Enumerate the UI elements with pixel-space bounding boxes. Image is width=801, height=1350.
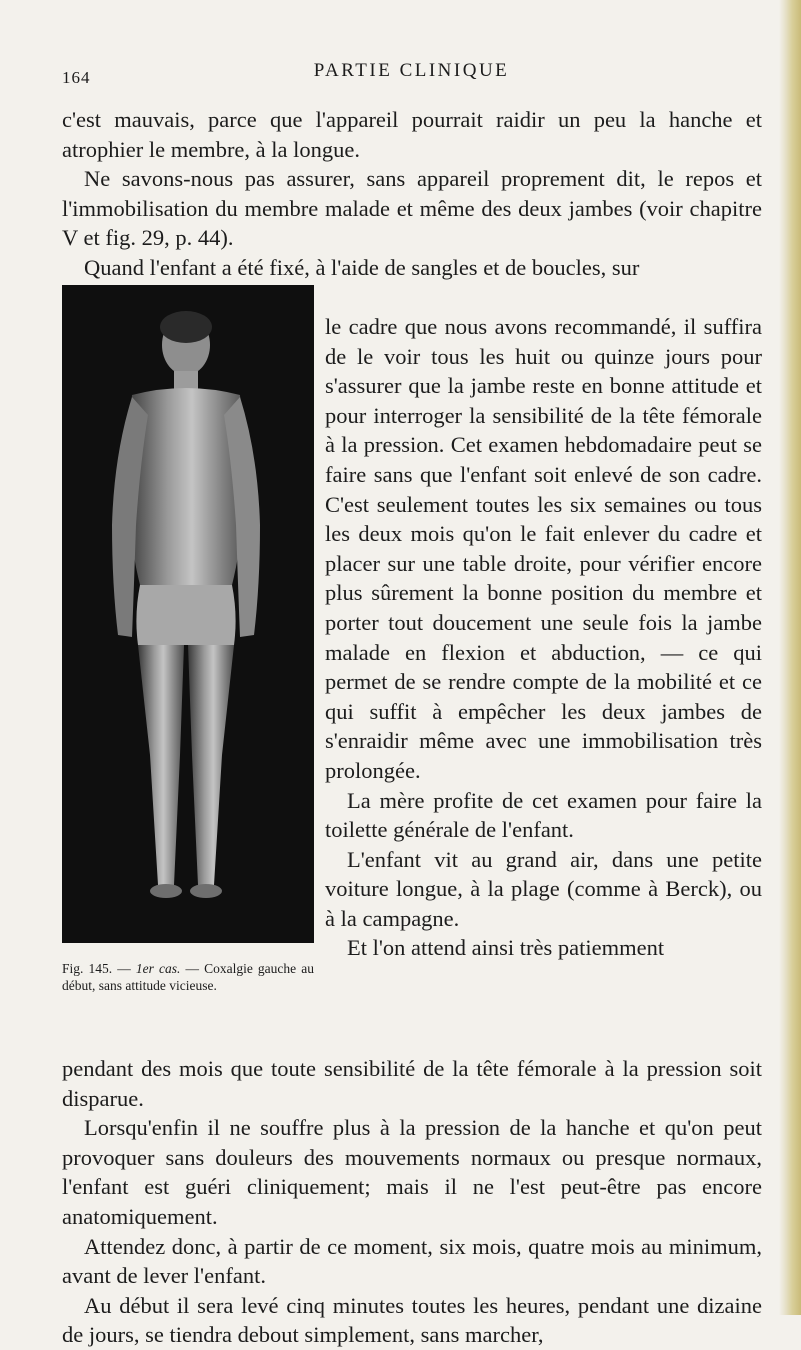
page-edge [779,0,801,1315]
patient-photo-illustration [62,285,314,943]
paragraph: le cadre que nous avons recommandé, il suffira de le voir tous les huit ou quinze jours pour s'assurer que la jambe reste en bonne attitude et pour interroger la sensibilité de la tête fémorale à la pression. Cet examen hebdomadaire peut se faire sans que l'enfant soit enlevé de son cadre. C'est seulement toutes les six semaines ou tous les deux mois qu'on le fait enlever du cadre et placer sur une table droite, pour vérifier encore plus sûrement la bonne position du membre et porter tout doucement une seule fois la jambe malade en flexion et abduction, — ce qui permet de se rendre compte de la mobilité et ce qui suffit à empêcher les deux jambes de s'enraidir même avec une immobilisation très prolongée. [325,314,762,783]
figure-caption [62,960,314,994]
paragraph: L'enfant vit au grand air, dans une petite voiture longue, à la plage (comme à Berck), ou à la campagne. [325,846,762,931]
paragraph: pendant des mois que toute sensibilité de la tête fémorale à la pression soit disparue. [62,1056,762,1111]
paragraph: Au début il sera levé cinq minutes toutes les heures, pendant une dizaine de jours, se tiendra debout simplement, sans marcher, [62,1292,762,1348]
body-text-bottom [62,1054,762,1350]
paragraph: Ne savons-nous pas assurer, sans appareil proprement dit, le repos et l'immobilisation du membre malade et même des deux jambes (voir chapitre V et fig. 29, p. 44). [62,166,762,251]
caption-text: — Coxalgie gauche au début, sans attitude vicieuse. [62,961,315,993]
page-header [62,60,761,90]
paragraph: La mère profite de cet examen pour faire la toilette générale de l'enfant. [325,787,762,843]
paragraph: Quand l'enfant a été fixé, à l'aide de sangles et de boucles, sur [84,254,640,280]
caption-case: 1er cas. [135,961,181,976]
caption-label: Fig. 145. — [62,961,131,976]
page-number: 164 [62,68,91,87]
running-head: PARTIE CLINIQUE [313,60,510,81]
paragraph: c'est mauvais, parce que l'appareil pourrait raidir un peu la hanche et atrophier le membre, à la longue. [62,107,762,162]
body-text-right-column [325,312,762,963]
paragraph: Et l'on attend ainsi très patiemment [347,935,665,961]
body-text-top [62,105,762,283]
paragraph: Lorsqu'enfin il ne souffre plus à la pression de la hanche et qu'on peut provoquer sans douleurs des mouvements normaux ou presque normaux, l'enfant est guéri cliniquement; mais il ne l'est peut-être pas encore anatomiquement. [62,1115,762,1229]
figure-photograph [62,285,314,943]
paragraph: Attendez donc, à partir de ce moment, six mois, quatre mois au minimum, avant de lever l'enfant. [62,1233,762,1289]
